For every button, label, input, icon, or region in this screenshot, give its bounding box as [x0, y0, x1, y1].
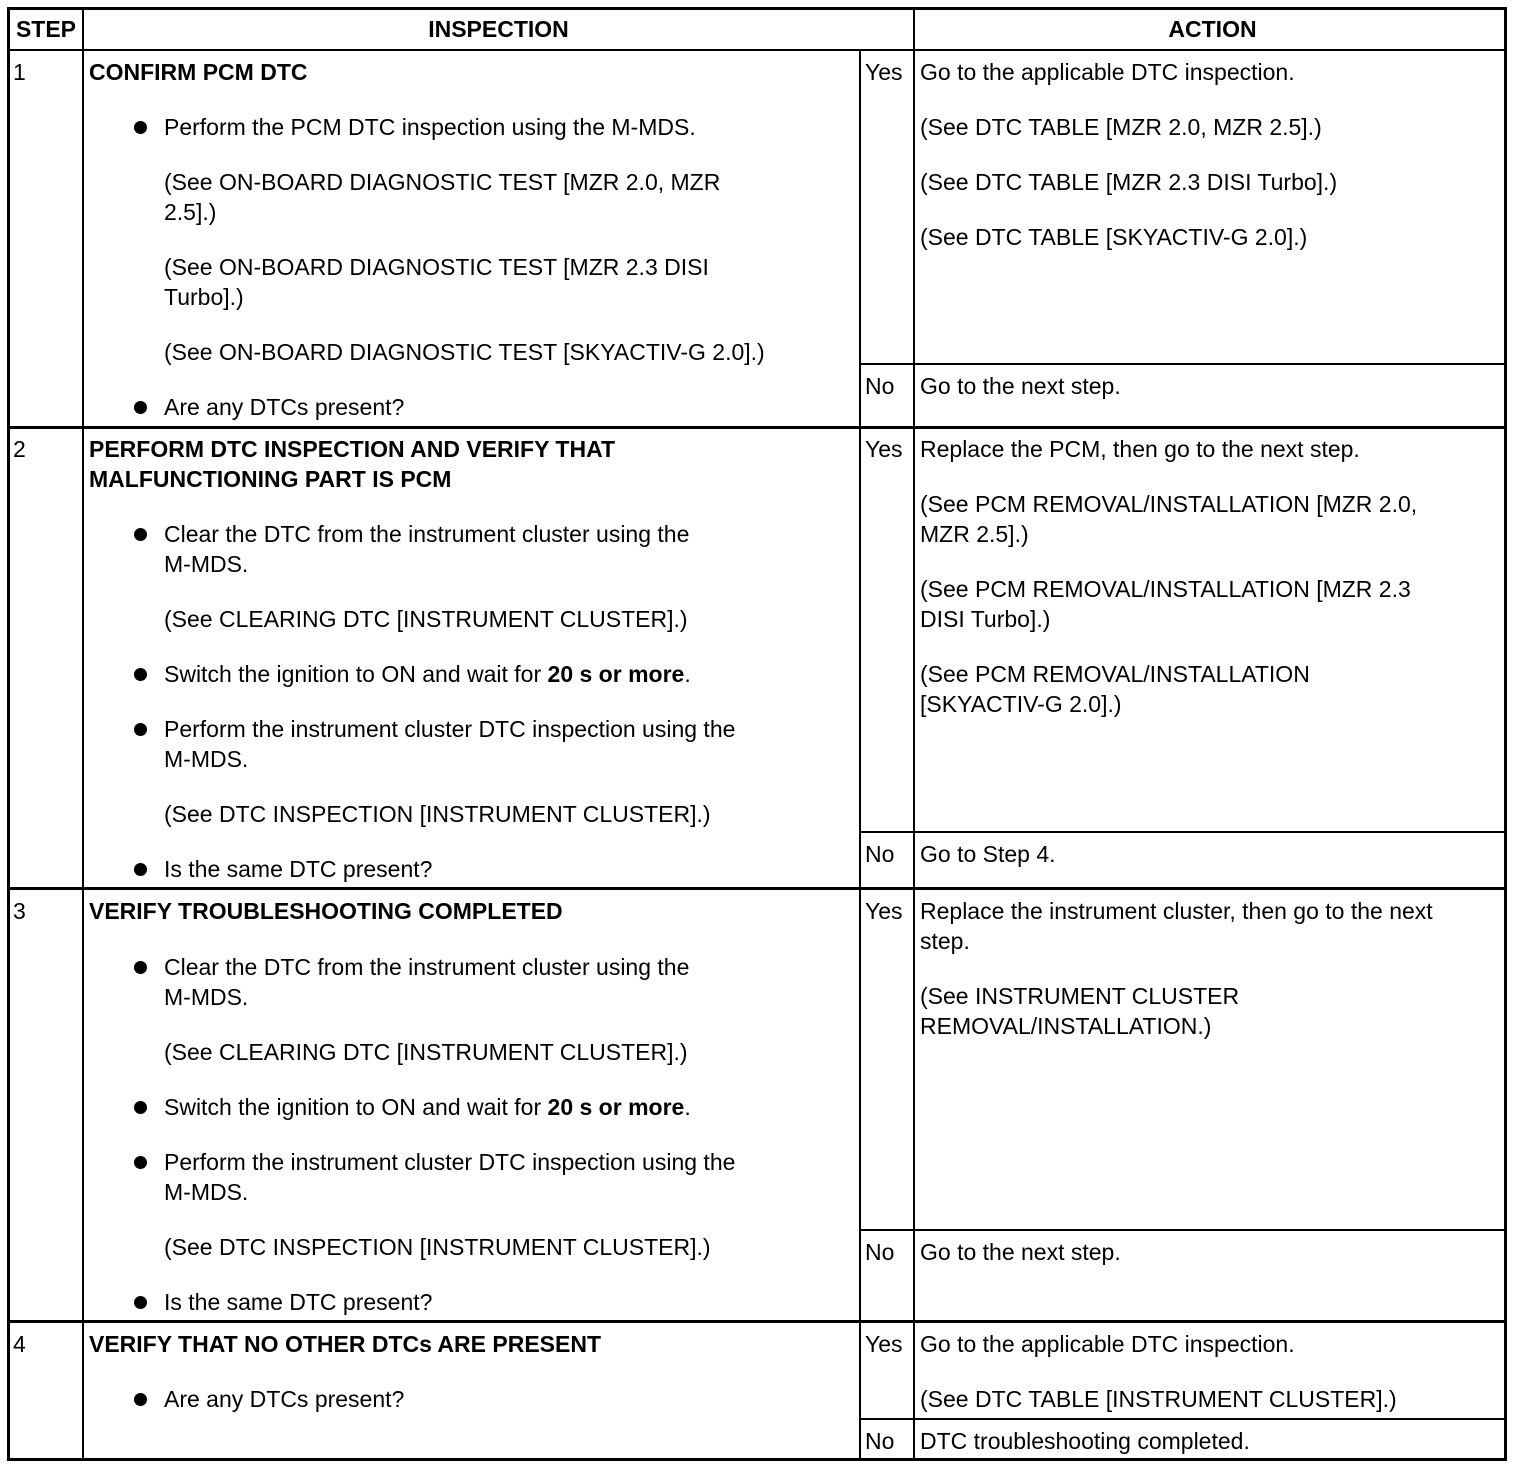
action-reference: (See DTC TABLE [MZR 2.0, MZR 2.5].): [920, 114, 1322, 140]
no-label: No: [865, 841, 895, 867]
check-item: Clear the DTC from the instrument cluster using the: [164, 954, 690, 980]
yes-label: Yes: [865, 1331, 903, 1357]
col-divider-inspection: [859, 49, 861, 1461]
check-item-tail: .: [684, 1094, 691, 1120]
step2-yes-no-rule: [859, 831, 1507, 833]
header-step: STEP: [15, 16, 77, 42]
action-text: step.: [920, 928, 970, 954]
action-reference: [SKYACTIV-G 2.0].): [920, 691, 1122, 717]
col-divider-answer: [913, 10, 915, 1461]
time-value: 20 s or more: [547, 1094, 685, 1120]
action-reference: (See INSTRUMENT CLUSTER: [920, 983, 1240, 1009]
step-number: 2: [13, 436, 26, 462]
bullet-dot: [134, 528, 147, 541]
reference: 2.5].): [164, 199, 217, 225]
header-inspection: INSPECTION: [428, 16, 569, 42]
yes-label: Yes: [865, 898, 903, 924]
check-item: [164, 1092, 691, 1122]
no-label: No: [865, 373, 895, 399]
bullet-dot: [134, 1393, 147, 1406]
step3-yes-no-rule: [859, 1229, 1507, 1231]
action-text: DTC troubleshooting completed.: [920, 1428, 1250, 1454]
reference: (See DTC INSPECTION [INSTRUMENT CLUSTER].): [164, 1234, 711, 1260]
check-item: [164, 659, 691, 689]
step-number: 4: [13, 1331, 26, 1357]
step-title: PERFORM DTC INSPECTION AND VERIFY THAT: [89, 436, 616, 462]
check-item-text: Switch the ignition to ON and wait for: [164, 1094, 548, 1120]
yes-label: Yes: [865, 436, 903, 462]
bullet-dot: [134, 1101, 147, 1114]
check-item: M-MDS.: [164, 551, 249, 577]
step-number: 3: [13, 898, 26, 924]
no-label: No: [865, 1239, 895, 1265]
action-reference: DISI Turbo].): [920, 606, 1051, 632]
action-text: Go to the applicable DTC inspection.: [920, 1331, 1295, 1357]
troubleshooting-table: [7, 7, 1507, 1461]
bullet-dot: [134, 401, 147, 414]
time-value: 20 s or more: [547, 661, 685, 687]
reference: (See CLEARING DTC [INSTRUMENT CLUSTER].): [164, 606, 688, 632]
bullet-dot: [134, 668, 147, 681]
header-rule: [10, 49, 1507, 51]
step-title: VERIFY THAT NO OTHER DTCs ARE PRESENT: [89, 1331, 602, 1357]
header-action: ACTION: [1168, 16, 1257, 42]
check-question: Are any DTCs present?: [164, 1386, 405, 1412]
check-item-tail: .: [684, 661, 691, 687]
reference: (See CLEARING DTC [INSTRUMENT CLUSTER].): [164, 1039, 688, 1065]
action-reference: (See PCM REMOVAL/INSTALLATION [MZR 2.0,: [920, 491, 1418, 517]
action-text: Replace the PCM, then go to the next step.: [920, 436, 1360, 462]
step-title: VERIFY TROUBLESHOOTING COMPLETED: [89, 898, 563, 924]
check-question: Is the same DTC present?: [164, 1289, 433, 1315]
step1-yes-no-rule: [859, 363, 1507, 365]
bullet-dot: [134, 863, 147, 876]
reference: (See ON-BOARD DIAGNOSTIC TEST [MZR 2.3 DISI: [164, 254, 709, 280]
step-number: 1: [13, 59, 26, 85]
reference: (See DTC INSPECTION [INSTRUMENT CLUSTER].): [164, 801, 711, 827]
action-reference: (See PCM REMOVAL/INSTALLATION [MZR 2.3: [920, 576, 1411, 602]
check-item: Perform the PCM DTC inspection using the M-MDS.: [164, 114, 696, 140]
action-reference: (See DTC TABLE [INSTRUMENT CLUSTER].): [920, 1386, 1397, 1412]
reference: (See ON-BOARD DIAGNOSTIC TEST [MZR 2.0, MZR: [164, 169, 721, 195]
check-item-text: Switch the ignition to ON and wait for: [164, 661, 548, 687]
yes-label: Yes: [865, 59, 903, 85]
action-reference: (See DTC TABLE [MZR 2.3 DISI Turbo].): [920, 169, 1338, 195]
bullet-dot: [134, 1156, 147, 1169]
no-label: No: [865, 1428, 895, 1454]
bullet-dot: [134, 961, 147, 974]
bullet-dot: [134, 1296, 147, 1309]
reference: (See ON-BOARD DIAGNOSTIC TEST [SKYACTIV-G 2.0].): [164, 339, 765, 365]
action-text: Go to the applicable DTC inspection.: [920, 59, 1295, 85]
col-divider-step: [82, 10, 84, 1461]
step4-yes-no-rule: [859, 1418, 1507, 1420]
action-reference: (See DTC TABLE [SKYACTIV-G 2.0].): [920, 224, 1308, 250]
check-item: Perform the instrument cluster DTC inspection using the: [164, 1149, 736, 1175]
check-item: M-MDS.: [164, 1179, 249, 1205]
bullet-dot: [134, 121, 147, 134]
step3-rule: [10, 1320, 1507, 1323]
step-title: MALFUNCTIONING PART IS PCM: [89, 466, 452, 492]
reference: Turbo].): [164, 284, 244, 310]
check-item: M-MDS.: [164, 984, 249, 1010]
check-item: Clear the DTC from the instrument cluster using the: [164, 521, 690, 547]
action-text: Go to the next step.: [920, 1239, 1121, 1265]
bullet-dot: [134, 723, 147, 736]
step-title: CONFIRM PCM DTC: [89, 59, 308, 85]
action-reference: REMOVAL/INSTALLATION.): [920, 1013, 1212, 1039]
check-item: Perform the instrument cluster DTC inspection using the: [164, 716, 736, 742]
check-question: Is the same DTC present?: [164, 856, 433, 882]
action-text: Replace the instrument cluster, then go to the next: [920, 898, 1433, 924]
check-item: M-MDS.: [164, 746, 249, 772]
action-text: Go to Step 4.: [920, 841, 1056, 867]
action-reference: (See PCM REMOVAL/INSTALLATION: [920, 661, 1310, 687]
action-reference: MZR 2.5].): [920, 521, 1029, 547]
action-text: Go to the next step.: [920, 373, 1121, 399]
check-question: Are any DTCs present?: [164, 394, 405, 420]
step2-rule: [10, 887, 1507, 890]
step1-rule: [10, 426, 1507, 429]
